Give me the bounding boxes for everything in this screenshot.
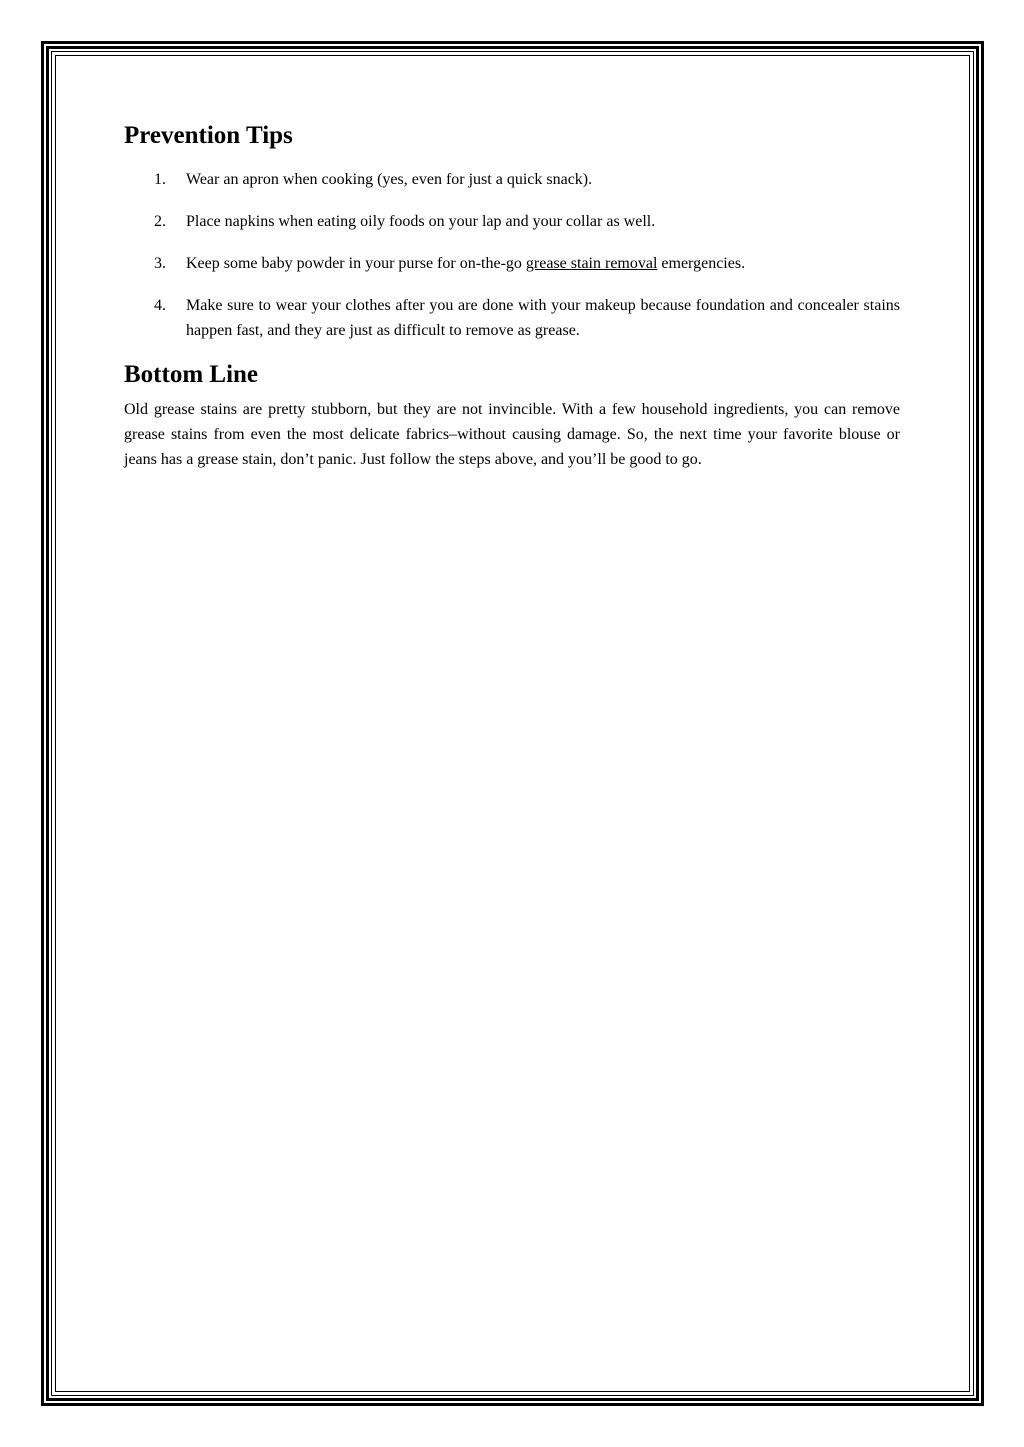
- list-item-text: Wear an apron when cooking (yes, even for just a quick snack).: [186, 170, 593, 188]
- prevention-tips-heading: Prevention Tips: [124, 122, 293, 149]
- list-item: [124, 251, 900, 276]
- document-content: [124, 120, 900, 472]
- list-item-text-after: emergencies.: [657, 254, 746, 272]
- list-item-number: 1.: [154, 170, 166, 188]
- list-item: [124, 209, 900, 234]
- list-item-number: 3.: [154, 254, 166, 272]
- list-item-text: Place napkins when eating oily foods on your lap and your collar as well.: [186, 212, 656, 230]
- list-item-text: Make sure to wear your clothes after you are done with your makeup because foundation and concealer stains happen fast, and they are just as difficult to remove as grease.: [186, 296, 900, 339]
- bottom-line-paragraph: Old grease stains are pretty stubborn, but they are not invincible. With a few household ingredients, you can remove grease stains from even the most delicate fabrics–without causing damage. So, the next time your favorite blouse or jeans has a grease stain, don’t panic. Just follow the steps above, and you’ll be good to go.: [124, 401, 900, 468]
- grease-stain-removal-link[interactable]: grease stain removal: [525, 254, 658, 272]
- list-item: [124, 293, 900, 343]
- prevention-tips-list: [124, 167, 900, 343]
- list-item-text-before: Keep some baby powder in your purse for on-the-go: [186, 254, 526, 272]
- list-item: [124, 167, 900, 192]
- bottom-line-heading: Bottom Line: [124, 360, 259, 388]
- list-item-number: 4.: [154, 296, 166, 314]
- list-item-number: 2.: [154, 212, 166, 230]
